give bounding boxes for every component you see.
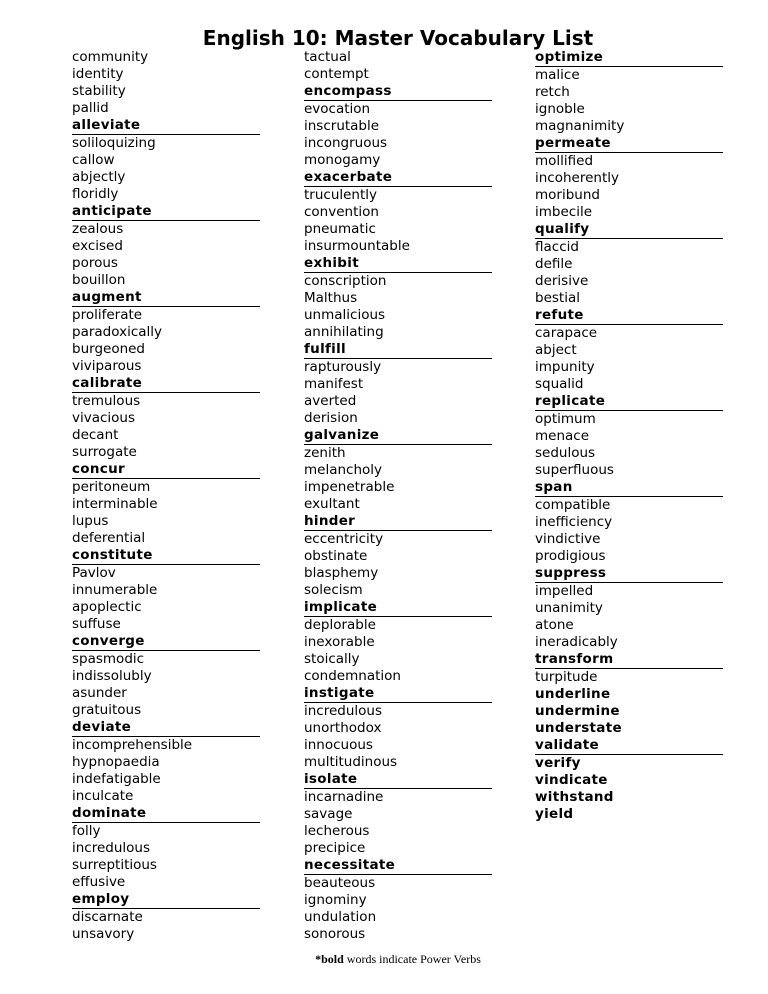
vocab-word: superfluous xyxy=(535,462,614,478)
footnote-bold: *bold xyxy=(315,952,344,966)
power-verb: constitute xyxy=(72,547,260,565)
vocab-word: truculently xyxy=(304,187,378,203)
power-verb: employ xyxy=(72,891,260,909)
vocab-word: optimum xyxy=(535,411,596,427)
vocab-word: unsavory xyxy=(72,926,135,942)
vocab-word: decant xyxy=(72,427,119,443)
vocab-word: deplorable xyxy=(304,617,376,633)
vocab-word: manifest xyxy=(304,376,364,392)
power-verb: fulfill xyxy=(304,341,492,359)
vocab-word: ineradicably xyxy=(535,634,618,650)
vocab-word: suffuse xyxy=(72,616,121,632)
power-verb: hinder xyxy=(304,513,492,531)
power-verb: implicate xyxy=(304,599,492,617)
vocab-word: abject xyxy=(535,342,577,358)
vocab-word: ignominy xyxy=(304,892,367,908)
vocab-word: incoherently xyxy=(535,170,619,186)
vocab-word: pallid xyxy=(72,100,109,116)
power-verb: refute xyxy=(535,307,723,325)
vocab-word: precipice xyxy=(304,840,366,856)
vocab-word: incredulous xyxy=(72,840,151,856)
vocab-word: effusive xyxy=(72,874,126,890)
vocab-word: mollified xyxy=(535,153,594,169)
vocab-word: evocation xyxy=(304,101,371,117)
vocab-word: community xyxy=(72,49,149,65)
vocab-word: tactual xyxy=(304,49,351,65)
vocab-word: imbecile xyxy=(535,204,593,220)
vocab-word: excised xyxy=(72,238,123,254)
vocab-word: discarnate xyxy=(72,909,143,925)
vocab-word: soliloquizing xyxy=(72,135,156,151)
vocab-word: vivacious xyxy=(72,410,136,426)
vocab-word: lupus xyxy=(72,513,109,529)
power-verb: calibrate xyxy=(72,375,260,393)
vocab-word: melancholy xyxy=(304,462,383,478)
vocab-word: derisive xyxy=(535,273,589,289)
vocab-word: apoplectic xyxy=(72,599,142,615)
footnote xyxy=(0,952,768,966)
vocab-word: incredulous xyxy=(304,703,383,719)
vocab-word: gratuitous xyxy=(72,702,142,718)
vocab-word: carapace xyxy=(535,325,598,341)
vocab-word: folly xyxy=(72,823,101,839)
vocab-word: unorthodox xyxy=(304,720,382,736)
vocab-word: conscription xyxy=(304,273,387,289)
vocab-column-1 xyxy=(72,49,260,943)
vocab-word: surrogate xyxy=(72,444,137,460)
power-verb: dominate xyxy=(72,805,260,823)
vocab-word: blasphemy xyxy=(304,565,379,581)
vocab-word: innocuous xyxy=(304,737,373,753)
vocab-word: impunity xyxy=(535,359,595,375)
vocab-word: innumerable xyxy=(72,582,158,598)
power-verb: yield xyxy=(535,806,574,822)
vocab-word: atone xyxy=(535,617,574,633)
vocab-word: deferential xyxy=(72,530,146,546)
vocab-word: malice xyxy=(535,67,580,83)
vocab-word: condemnation xyxy=(304,668,401,684)
vocab-word: spasmodic xyxy=(72,651,145,667)
vocab-word: proliferate xyxy=(72,307,143,323)
vocab-word: surreptitious xyxy=(72,857,157,873)
vocab-word: undulation xyxy=(304,909,377,925)
vocab-word: unanimity xyxy=(535,600,603,616)
page-title: English 10: Master Vocabulary List xyxy=(202,26,594,50)
vocab-word: zealous xyxy=(72,221,124,237)
power-verb: validate xyxy=(535,737,723,755)
power-verb: concur xyxy=(72,461,260,479)
vocab-word: peritoneum xyxy=(72,479,151,495)
vocab-word: savage xyxy=(304,806,353,822)
vocab-word: multitudinous xyxy=(304,754,398,770)
vocab-word: moribund xyxy=(535,187,600,203)
vocab-word: rapturously xyxy=(304,359,382,375)
vocab-word: inexorable xyxy=(304,634,375,650)
vocab-word: tremulous xyxy=(72,393,141,409)
vocab-word: paradoxically xyxy=(72,324,163,340)
power-verb: vindicate xyxy=(535,772,608,788)
vocab-column-3 xyxy=(535,49,723,823)
vocab-word: Malthus xyxy=(304,290,358,306)
vocab-word: averted xyxy=(304,393,357,409)
power-verb: anticipate xyxy=(72,203,260,221)
vocab-word: derision xyxy=(304,410,358,426)
power-verb: qualify xyxy=(535,221,723,239)
power-verb: deviate xyxy=(72,719,260,737)
power-verb: encompass xyxy=(304,83,492,101)
vocab-word: convention xyxy=(304,204,379,220)
power-verb: converge xyxy=(72,633,260,651)
vocab-word: identity xyxy=(72,66,124,82)
vocab-word: retch xyxy=(535,84,570,100)
vocab-word: indissolubly xyxy=(72,668,152,684)
vocab-word: zenith xyxy=(304,445,346,461)
power-verb: instigate xyxy=(304,685,492,703)
vocab-word: stability xyxy=(72,83,126,99)
vocab-word: squalid xyxy=(535,376,584,392)
vocab-word: unmalicious xyxy=(304,307,386,323)
vocab-word: callow xyxy=(72,152,115,168)
power-verb: isolate xyxy=(304,771,492,789)
vocab-word: impelled xyxy=(535,583,594,599)
vocab-word: viviparous xyxy=(72,358,142,374)
vocab-word: vindictive xyxy=(535,531,601,547)
power-verb: span xyxy=(535,479,723,497)
power-verb: suppress xyxy=(535,565,723,583)
vocab-word: inculcate xyxy=(72,788,134,804)
vocab-word: impenetrable xyxy=(304,479,395,495)
power-verb: transform xyxy=(535,651,723,669)
vocab-word: pneumatic xyxy=(304,221,376,237)
vocab-word: bouillon xyxy=(72,272,126,288)
power-verb: verify xyxy=(535,755,581,771)
vocab-word: stoically xyxy=(304,651,360,667)
power-verb: optimize xyxy=(535,49,723,67)
vocab-word: incongruous xyxy=(304,135,388,151)
power-verb: galvanize xyxy=(304,427,492,445)
footnote-text: words indicate Power Verbs xyxy=(343,952,481,966)
power-verb: underline xyxy=(535,686,611,702)
vocab-word: sonorous xyxy=(304,926,366,942)
power-verb: augment xyxy=(72,289,260,307)
power-verb: exhibit xyxy=(304,255,492,273)
power-verb: undermine xyxy=(535,703,620,719)
vocab-word: lecherous xyxy=(304,823,370,839)
vocab-word: sedulous xyxy=(535,445,596,461)
vocab-word: abjectly xyxy=(72,169,126,185)
vocab-word: indefatigable xyxy=(72,771,161,787)
vocab-word: monogamy xyxy=(304,152,381,168)
vocab-word: floridly xyxy=(72,186,119,202)
power-verb: withstand xyxy=(535,789,614,805)
vocab-word: interminable xyxy=(72,496,158,512)
vocab-word: porous xyxy=(72,255,118,271)
vocab-word: turpitude xyxy=(535,669,598,685)
vocab-word: obstinate xyxy=(304,548,368,564)
vocab-word: hypnopaedia xyxy=(72,754,160,770)
vocab-word: contempt xyxy=(304,66,369,82)
power-verb: exacerbate xyxy=(304,169,492,187)
vocab-word: Pavlov xyxy=(72,565,116,581)
vocab-word: incarnadine xyxy=(304,789,384,805)
vocab-word: beauteous xyxy=(304,875,376,891)
vocab-column-2 xyxy=(304,49,492,943)
vocab-word: annihilating xyxy=(304,324,384,340)
vocab-word: eccentricity xyxy=(304,531,384,547)
power-verb: alleviate xyxy=(72,117,260,135)
vocab-word: prodigious xyxy=(535,548,606,564)
power-verb: understate xyxy=(535,720,622,736)
power-verb: replicate xyxy=(535,393,723,411)
vocab-word: inefficiency xyxy=(535,514,613,530)
vocab-word: bestial xyxy=(535,290,580,306)
vocab-word: menace xyxy=(535,428,590,444)
vocab-word: ignoble xyxy=(535,101,585,117)
vocab-word: defile xyxy=(535,256,573,272)
vocab-word: compatible xyxy=(535,497,611,513)
vocab-word: solecism xyxy=(304,582,363,598)
vocab-word: magnanimity xyxy=(535,118,625,134)
vocab-word: insurmountable xyxy=(304,238,410,254)
power-verb: permeate xyxy=(535,135,723,153)
power-verb: necessitate xyxy=(304,857,492,875)
vocab-word: inscrutable xyxy=(304,118,380,134)
vocab-word: exultant xyxy=(304,496,360,512)
vocab-word: flaccid xyxy=(535,239,579,255)
vocab-word: asunder xyxy=(72,685,127,701)
vocab-word: burgeoned xyxy=(72,341,146,357)
vocab-word: incomprehensible xyxy=(72,737,193,753)
